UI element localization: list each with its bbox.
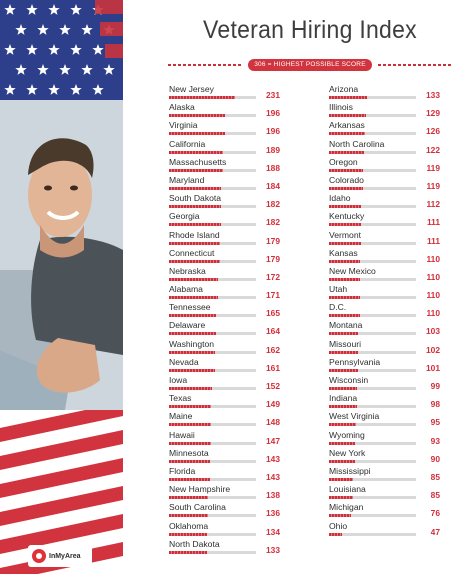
score-label: 126 xyxy=(426,126,440,137)
score-bar-track xyxy=(169,496,256,499)
score-bar xyxy=(329,514,351,517)
score-label: 110 xyxy=(426,308,440,319)
score-bar xyxy=(169,332,216,335)
score-bar xyxy=(329,442,355,445)
star-icon xyxy=(59,24,70,35)
score-bar-track xyxy=(169,296,256,299)
ranking-row xyxy=(328,247,440,265)
ranking-row xyxy=(328,265,440,283)
state-label: Wyoming xyxy=(329,429,365,440)
star-icon xyxy=(4,84,15,95)
ranking-row xyxy=(168,483,280,501)
state-label: Florida xyxy=(169,465,196,476)
score-label: 143 xyxy=(266,471,280,482)
state-label: Iowa xyxy=(169,375,188,385)
score-bar-track xyxy=(329,369,416,372)
score-bar-track xyxy=(169,442,256,445)
score-label: 112 xyxy=(426,199,440,210)
score-label: 196 xyxy=(266,108,280,119)
score-bar xyxy=(169,223,221,226)
state-label: Virginia xyxy=(169,120,198,131)
state-label: Tennessee xyxy=(169,302,211,313)
score-bar xyxy=(329,205,361,208)
score-label: 119 xyxy=(426,180,440,191)
score-bar xyxy=(169,423,211,426)
ranking-row xyxy=(328,83,440,101)
location-pin-icon xyxy=(32,549,46,563)
ranking-row xyxy=(168,83,280,101)
score-label: 148 xyxy=(266,417,280,428)
score-bar-track xyxy=(169,387,256,390)
star-icon xyxy=(4,4,15,15)
score-bar xyxy=(169,387,212,390)
ranking-row xyxy=(168,210,280,228)
ranking-column-left xyxy=(168,83,280,556)
ranking-row xyxy=(328,392,440,410)
ranking-row xyxy=(168,156,280,174)
state-label: North Carolina xyxy=(329,138,385,149)
score-bar-track xyxy=(169,169,256,172)
score-bar-track xyxy=(329,533,416,536)
score-label: 184 xyxy=(266,180,280,191)
score-label: 119 xyxy=(426,162,440,173)
state-label: Mississippi xyxy=(329,465,371,476)
score-bar xyxy=(169,496,208,499)
divider-right xyxy=(378,64,452,66)
star-icon xyxy=(37,24,48,35)
score-bar xyxy=(169,314,216,317)
ranking-row xyxy=(168,319,280,337)
ranking-row xyxy=(328,138,440,156)
score-bar-track xyxy=(169,332,256,335)
ranking-row xyxy=(328,465,440,483)
score-label: 147 xyxy=(266,435,280,446)
score-label: 162 xyxy=(266,344,280,355)
score-bar xyxy=(169,278,218,281)
score-label: 134 xyxy=(266,526,280,537)
state-label: Kentucky xyxy=(329,211,365,222)
score-label: 85 xyxy=(430,490,440,501)
score-label: 133 xyxy=(266,544,280,555)
score-bar xyxy=(329,423,356,426)
score-label: 161 xyxy=(266,362,280,373)
score-bar xyxy=(329,242,361,245)
state-label: New Jersey xyxy=(169,84,214,94)
score-bar xyxy=(169,405,211,408)
score-label: 152 xyxy=(266,381,280,391)
state-label: Arizona xyxy=(329,84,359,94)
star-icon xyxy=(15,24,26,35)
score-bar xyxy=(329,278,360,281)
score-bar-track xyxy=(169,551,256,554)
score-label: 103 xyxy=(426,326,440,337)
ranking-row xyxy=(168,192,280,210)
star-icon xyxy=(92,84,103,95)
ranking-row xyxy=(328,174,440,192)
hero-image-panel xyxy=(0,0,123,574)
score-label: 90 xyxy=(430,453,440,464)
state-label: Pennsylvania xyxy=(329,356,381,367)
ranking-row xyxy=(328,447,440,465)
ranking-row xyxy=(328,192,440,210)
ranking-row xyxy=(328,156,440,174)
score-bar xyxy=(329,387,357,390)
state-label: Ohio xyxy=(329,520,348,531)
state-label: Idaho xyxy=(329,193,351,204)
star-icon xyxy=(4,44,15,55)
ranking-column-right xyxy=(328,83,440,538)
score-label: 93 xyxy=(430,435,440,446)
ranking-row xyxy=(168,520,280,538)
ranking-row xyxy=(168,247,280,265)
state-label: Washington xyxy=(169,338,215,349)
ranking-row xyxy=(168,229,280,247)
state-label: California xyxy=(169,138,206,149)
score-bar xyxy=(169,551,207,554)
score-label: 188 xyxy=(266,162,280,173)
ranking-row xyxy=(168,501,280,519)
star-icon xyxy=(48,4,59,15)
ranking-row xyxy=(168,283,280,301)
state-label: Alaska xyxy=(169,102,195,113)
score-bar xyxy=(329,187,363,190)
state-label: North Dakota xyxy=(169,538,220,549)
score-bar-track xyxy=(169,278,256,281)
score-bar-track xyxy=(169,460,256,463)
score-bar-track xyxy=(329,96,416,99)
score-bar xyxy=(169,114,225,117)
score-bar xyxy=(169,478,210,481)
score-label: 189 xyxy=(266,144,280,155)
score-bar-track xyxy=(329,151,416,154)
score-bar-track xyxy=(169,405,256,408)
score-label: 133 xyxy=(426,90,440,100)
veteran-photo xyxy=(0,100,123,440)
star-icon xyxy=(81,24,92,35)
score-bar xyxy=(169,514,208,517)
score-bar-track xyxy=(329,478,416,481)
score-bar xyxy=(169,132,225,135)
state-label: Louisiana xyxy=(329,484,366,495)
score-bar xyxy=(329,260,360,263)
inmyarea-logo xyxy=(28,545,92,567)
state-label: Minnesota xyxy=(169,447,209,458)
score-label: 99 xyxy=(430,381,440,391)
score-bar-track xyxy=(329,351,416,354)
state-label: Oregon xyxy=(329,156,358,167)
score-bar xyxy=(329,96,367,99)
score-label: 110 xyxy=(426,290,440,301)
score-label: 171 xyxy=(266,290,280,301)
star-icon xyxy=(70,44,81,55)
ranking-row xyxy=(168,429,280,447)
score-bar xyxy=(169,169,223,172)
ranking-row xyxy=(168,356,280,374)
ranking-row xyxy=(328,283,440,301)
score-bar xyxy=(329,332,358,335)
score-bar-track xyxy=(329,187,416,190)
state-label: Alabama xyxy=(169,284,203,295)
score-bar xyxy=(329,151,364,154)
score-bar xyxy=(169,296,218,299)
ranking-row xyxy=(168,101,280,119)
star-icon xyxy=(92,44,103,55)
ranking-row xyxy=(328,520,440,538)
state-label: Illinois xyxy=(329,102,353,113)
state-label: Vermont xyxy=(329,229,362,240)
ranking-row xyxy=(328,210,440,228)
state-label: Missouri xyxy=(329,338,361,349)
score-bar-track xyxy=(329,314,416,317)
state-label: South Carolina xyxy=(169,502,226,513)
score-bar-track xyxy=(329,223,416,226)
ranking-row xyxy=(328,410,440,428)
score-bar-track xyxy=(329,496,416,499)
score-bar xyxy=(169,369,215,372)
state-label: Montana xyxy=(329,320,363,331)
score-label: 182 xyxy=(266,217,280,228)
ranking-row xyxy=(328,374,440,392)
state-label: Arkansas xyxy=(329,120,365,131)
state-label: Michigan xyxy=(329,502,364,513)
state-label: New York xyxy=(329,447,366,458)
ranking-row xyxy=(168,392,280,410)
score-label: 122 xyxy=(426,144,440,155)
score-bar-track xyxy=(329,442,416,445)
state-label: South Dakota xyxy=(169,193,222,204)
state-label: Maine xyxy=(169,411,193,422)
state-label: New Mexico xyxy=(329,265,376,276)
score-label: 179 xyxy=(266,235,280,246)
score-label: 85 xyxy=(430,471,440,482)
score-bar-track xyxy=(329,278,416,281)
logo-text: InMyArea xyxy=(49,552,81,560)
score-bar xyxy=(329,296,360,299)
ranking-row xyxy=(328,319,440,337)
state-label: Maryland xyxy=(169,174,205,185)
score-label: 102 xyxy=(426,344,440,355)
score-bar-track xyxy=(169,314,256,317)
state-label: Texas xyxy=(169,393,192,404)
score-bar xyxy=(329,533,342,536)
score-bar-track xyxy=(169,242,256,245)
score-bar xyxy=(169,96,235,99)
score-bar-track xyxy=(329,423,416,426)
ranking-row xyxy=(168,447,280,465)
score-bar-track xyxy=(329,242,416,245)
score-bar xyxy=(329,369,358,372)
score-bar xyxy=(169,533,207,536)
state-label: West Virginia xyxy=(329,411,380,422)
score-bar xyxy=(169,205,221,208)
score-bar-track xyxy=(169,533,256,536)
divider-left xyxy=(168,64,242,66)
score-bar-track xyxy=(329,387,416,390)
score-bar-track xyxy=(169,514,256,517)
score-label: 111 xyxy=(426,235,440,246)
score-bar-track xyxy=(329,132,416,135)
score-bar xyxy=(329,169,363,172)
score-bar-track xyxy=(169,151,256,154)
subtitle-band xyxy=(168,59,452,71)
score-bar xyxy=(169,460,210,463)
score-label: 231 xyxy=(266,90,280,100)
score-label: 111 xyxy=(426,217,440,228)
score-label: 110 xyxy=(426,253,440,264)
score-bar-track xyxy=(329,114,416,117)
star-icon xyxy=(81,64,92,75)
score-label: 110 xyxy=(426,271,440,282)
score-bar-track xyxy=(169,351,256,354)
state-label: Hawaii xyxy=(169,429,195,440)
star-icon xyxy=(103,64,114,75)
score-label: 143 xyxy=(266,453,280,464)
score-bar xyxy=(329,478,353,481)
ranking-row xyxy=(328,301,440,319)
ranking-row xyxy=(328,119,440,137)
state-label: Rhode Island xyxy=(169,229,220,240)
state-label: Oklahoma xyxy=(169,520,209,531)
ranking-row xyxy=(328,429,440,447)
ranking-row xyxy=(328,356,440,374)
state-label: Kansas xyxy=(329,247,358,258)
state-label: Wisconsin xyxy=(329,375,369,385)
score-bar-track xyxy=(169,423,256,426)
ranking-row xyxy=(168,338,280,356)
ranking-row xyxy=(168,410,280,428)
score-label: 136 xyxy=(266,508,280,519)
state-label: Indiana xyxy=(329,393,358,404)
state-label: Colorado xyxy=(329,174,364,185)
ranking-row xyxy=(168,138,280,156)
score-bar xyxy=(329,496,353,499)
state-label: Georgia xyxy=(169,211,200,222)
ranking-row xyxy=(168,301,280,319)
ranking-row xyxy=(328,483,440,501)
score-bar xyxy=(329,351,358,354)
star-icon xyxy=(26,84,37,95)
ranking-row xyxy=(328,338,440,356)
score-bar xyxy=(329,460,355,463)
score-label: 76 xyxy=(430,508,440,519)
score-bar-track xyxy=(329,296,416,299)
score-bar-track xyxy=(329,405,416,408)
score-bar xyxy=(329,223,361,226)
star-icon xyxy=(26,4,37,15)
score-label: 98 xyxy=(430,399,440,410)
score-bar xyxy=(169,187,221,190)
state-label: Connecticut xyxy=(169,247,215,258)
score-bar xyxy=(329,314,360,317)
score-label: 129 xyxy=(426,108,440,119)
ranking-row xyxy=(328,229,440,247)
score-bar-track xyxy=(169,260,256,263)
score-bar-track xyxy=(329,460,416,463)
ranking-row xyxy=(168,265,280,283)
score-bar-track xyxy=(169,369,256,372)
ranking-row xyxy=(168,538,280,556)
score-bar xyxy=(169,151,223,154)
ranking-row xyxy=(168,119,280,137)
star-icon xyxy=(48,44,59,55)
state-label: Delaware xyxy=(169,320,206,331)
star-icon xyxy=(37,64,48,75)
score-label: 149 xyxy=(266,399,280,410)
score-bar xyxy=(169,442,211,445)
score-label: 95 xyxy=(430,417,440,428)
ranking-row xyxy=(168,465,280,483)
score-bar-track xyxy=(169,478,256,481)
score-bar-track xyxy=(169,132,256,135)
score-bar-track xyxy=(329,205,416,208)
chart-content xyxy=(160,0,460,574)
star-icon xyxy=(26,44,37,55)
score-label: 172 xyxy=(266,271,280,282)
score-label: 182 xyxy=(266,199,280,210)
score-label: 179 xyxy=(266,253,280,264)
state-label: Nevada xyxy=(169,356,199,367)
state-label: Nebraska xyxy=(169,265,206,276)
score-bar xyxy=(169,242,220,245)
ranking-row xyxy=(328,101,440,119)
score-bar xyxy=(169,351,215,354)
score-label: 165 xyxy=(266,308,280,319)
star-icon xyxy=(59,64,70,75)
score-bar xyxy=(329,132,365,135)
score-bar-track xyxy=(169,96,256,99)
ranking-row xyxy=(328,501,440,519)
score-bar xyxy=(329,114,366,117)
score-label: 164 xyxy=(266,326,280,337)
state-label: Utah xyxy=(329,284,348,295)
score-label: 196 xyxy=(266,126,280,137)
star-icon xyxy=(48,84,59,95)
score-label: 47 xyxy=(430,526,440,537)
state-label: D.C. xyxy=(329,302,347,313)
score-bar-track xyxy=(329,332,416,335)
score-bar-track xyxy=(169,187,256,190)
state-label: Massachusetts xyxy=(169,156,227,167)
star-icon xyxy=(70,4,81,15)
ranking-row xyxy=(168,174,280,192)
score-label: 138 xyxy=(266,490,280,501)
score-bar-track xyxy=(169,205,256,208)
chart-title: Veteran Hiring Index xyxy=(203,16,417,44)
score-bar-track xyxy=(329,514,416,517)
score-bar-track xyxy=(169,223,256,226)
star-icon xyxy=(70,84,81,95)
score-bar xyxy=(329,405,357,408)
score-bar-track xyxy=(169,114,256,117)
score-bar xyxy=(169,260,220,263)
score-label: 101 xyxy=(426,362,440,373)
state-label: New Hampshire xyxy=(169,484,231,495)
score-bar-track xyxy=(329,169,416,172)
score-bar-track xyxy=(329,260,416,263)
chart-subtitle: 306 = HIGHEST POSSIBLE SCORE xyxy=(248,59,372,71)
ranking-row xyxy=(168,374,280,392)
star-icon xyxy=(15,64,26,75)
